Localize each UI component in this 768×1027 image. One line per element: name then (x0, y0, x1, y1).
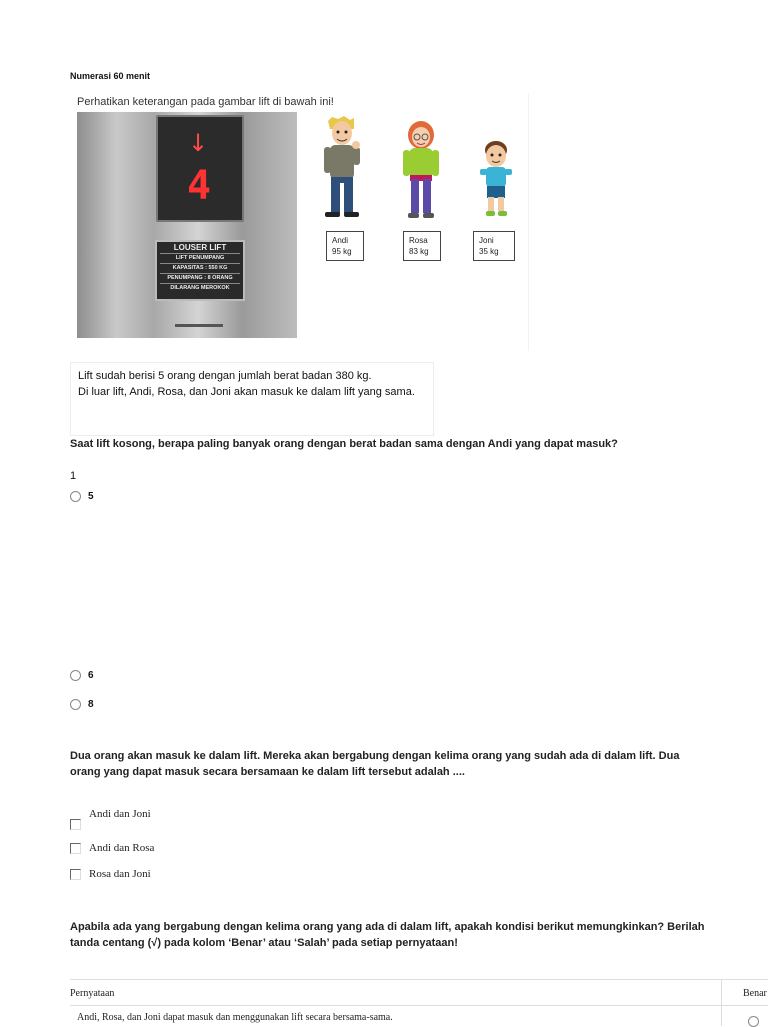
option-8[interactable] (70, 699, 94, 710)
question-3-text (70, 919, 704, 951)
rosa-label (403, 231, 441, 261)
radio-button[interactable] (70, 670, 81, 681)
question-line: Dua orang akan masuk ke dalam lift. Mereka akan bergabung dengan kelima orang yang sudah ada di dalam lift. Dua (70, 750, 680, 762)
joni-label (473, 231, 515, 261)
question-number: 1 (70, 470, 77, 482)
checkbox[interactable] (70, 843, 81, 854)
floor-indicator (156, 115, 244, 222)
figure-caption: Perhatikan keterangan pada gambar lift di bawah ini! (77, 96, 334, 108)
option-label: 5 (88, 491, 94, 502)
column-header-statement: Pernyataan (70, 988, 115, 999)
person-weight: 83 kg (409, 247, 429, 256)
option-5[interactable] (70, 491, 94, 502)
checkbox[interactable] (70, 819, 81, 830)
question-line: tanda centang (√) pada kolom ‘Benar’ atau ‘Salah’ pada setiap pernyataan! (70, 937, 458, 949)
option-label: Andi dan Rosa (89, 842, 155, 854)
radio-button[interactable] (748, 1016, 759, 1027)
option-andi-joni[interactable] (70, 808, 270, 830)
person-name: Andi (332, 236, 349, 245)
person-weight: 35 kg (479, 247, 499, 256)
person-weight: 95 kg (332, 247, 352, 256)
checkbox[interactable] (70, 869, 81, 880)
sign-line: PENUMPANG : 8 ORANG (160, 274, 240, 284)
option-label: Andi dan Joni (89, 808, 151, 820)
option-label: Rosa dan Joni (89, 868, 151, 880)
person-name: Rosa (409, 236, 428, 245)
info-line: Di luar lift, Andi, Rosa, dan Joni akan masuk ke dalam lift yang sama. (78, 386, 415, 398)
info-box (70, 362, 434, 436)
column-divider (721, 980, 722, 1026)
column-header-true: Benar (743, 988, 767, 999)
table-cell-statement: Andi, Rosa, dan Joni dapat masuk dan menggunakan lift secara bersama-sama. (77, 1012, 393, 1023)
page-title: Numerasi 60 menit (70, 71, 151, 81)
question-2-text (70, 748, 679, 780)
option-andi-rosa[interactable] (70, 842, 154, 854)
sign-line: DILARANG MEROKOK (170, 285, 230, 291)
radio-button[interactable] (70, 699, 81, 710)
option-label: 6 (88, 670, 94, 681)
sign-line: LIFT PENUMPANG (160, 254, 240, 264)
sign-line: LOUSER LIFT (160, 242, 240, 254)
radio-button[interactable] (70, 491, 81, 502)
lift-sign (155, 240, 245, 301)
question-line: orang yang dapat masuk secara bersamaan ke dalam lift tersebut adalah .... (70, 766, 465, 778)
info-line: Lift sudah berisi 5 orang dengan jumlah berat badan 380 kg. (78, 370, 372, 382)
table-divider (70, 1005, 768, 1006)
andi-illustration (314, 115, 370, 223)
option-label: 8 (88, 699, 94, 710)
person-name: Joni (479, 236, 494, 245)
option-6[interactable] (70, 670, 94, 681)
door-slot (175, 324, 223, 327)
option-rosa-joni[interactable] (70, 868, 151, 880)
question-1-text: Saat lift kosong, berapa paling banyak orang dengan berat badan sama dengan Andi yang dapat masuk? (70, 438, 618, 450)
joni-illustration (474, 139, 518, 221)
rosa-illustration (396, 119, 446, 225)
down-arrow-icon: ↓ (188, 129, 209, 157)
statement-table (70, 979, 768, 1026)
floor-number: 4 (187, 163, 212, 209)
andi-label (326, 231, 364, 261)
lift-figure (70, 93, 529, 351)
lift-photo (77, 112, 297, 338)
sign-line: KAPASITAS : 550 KG (160, 264, 240, 274)
question-line: Apabila ada yang bergabung dengan kelima orang yang ada di dalam lift, apakah kondisi berikut memungkinkan? Berilah (70, 921, 705, 933)
